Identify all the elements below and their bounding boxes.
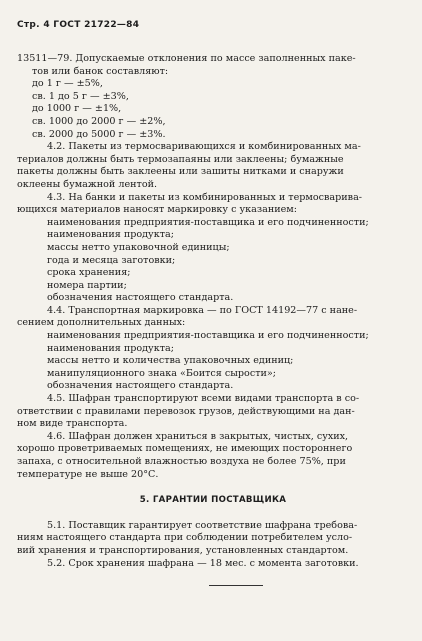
text-line: 5.2. Срок хранения шафрана — 18 мес. с момента заготовки. bbox=[47, 557, 359, 569]
text-line: ном виде транспорта. bbox=[17, 418, 128, 430]
text-line: сением дополнительных данных: bbox=[17, 317, 186, 329]
text-line: тов или банок составляют: bbox=[32, 65, 169, 77]
text-line: 4.5. Шафран транспортируют всеми видами транспорта в со- bbox=[47, 393, 360, 405]
page-body bbox=[17, 53, 409, 586]
text-line: наименования продукта; bbox=[47, 229, 174, 241]
text-line: до 1 г — ±5%, bbox=[32, 78, 103, 90]
page-header: Стр. 4 ГОСТ 21722—84 bbox=[17, 20, 140, 30]
text-line: обозначения настоящего стандарта. bbox=[47, 380, 234, 392]
text-line: пакеты должны быть заклеены или зашиты нитками и снаружи bbox=[17, 166, 344, 178]
text-line: ющихся материалов наносят маркировку с указанием: bbox=[17, 204, 297, 216]
text-line: св. 1000 до 2000 г — ±2%, bbox=[32, 115, 166, 127]
text-line: номера партии; bbox=[47, 279, 127, 291]
text-line: наименования предприятия-поставщика и его подчиненности; bbox=[47, 216, 369, 228]
end-rule bbox=[209, 585, 263, 586]
text-line: св. 2000 до 5000 г — ±3%. bbox=[32, 128, 166, 140]
text-line: оклеены бумажной лентой. bbox=[17, 178, 158, 190]
text-line: наименования предприятия-поставщика и его подчиненности; bbox=[47, 330, 369, 342]
text-line: 4.2. Пакеты из термосваривающихся и комбинированных ма- bbox=[47, 141, 361, 153]
text-line: обозначения настоящего стандарта. bbox=[47, 292, 234, 304]
text-line: хорошо проветриваемых помещениях, не имеющих постороннего bbox=[17, 443, 353, 455]
section-title: 5. ГАРАНТИИ ПОСТАВЩИКА bbox=[139, 495, 287, 506]
text-line: ответствии с правилами перевозок грузов, действующими на дан- bbox=[17, 405, 355, 417]
text-line: манипуляционного знака «Боится сырости»; bbox=[47, 367, 276, 379]
text-line: вий хранения и транспортирования, установленных стандартом. bbox=[17, 544, 349, 556]
text-line: срока хранения; bbox=[47, 267, 131, 279]
text-line: температуре не выше 20°С. bbox=[17, 468, 159, 480]
text-line: ниям настоящего стандарта при соблюдении потребителем усло- bbox=[17, 532, 353, 544]
text-line: запаха, с относительной влажностью воздуха не более 75%, при bbox=[17, 456, 346, 467]
text-line: 4.4. Транспортная маркировка — по ГОСТ 14192—77 с нане- bbox=[47, 304, 358, 316]
text-line: 13511—79. Допускаемые отклонения по массе заполненных паке- bbox=[17, 53, 356, 64]
text-line: 4.6. Шафран должен храниться в закрытых, чистых, сухих, bbox=[47, 430, 349, 442]
text-line: до 1000 г — ±1%, bbox=[32, 103, 122, 115]
text-line: 4.3. На банки и пакеты из комбинированных и термосварива- bbox=[47, 191, 363, 203]
text-line: наименования продукта; bbox=[47, 342, 174, 354]
text-line: массы нетто и количества упаковочных единиц; bbox=[47, 355, 294, 367]
text-line: териалов должны быть термозапаяны или заклеены; бумажные bbox=[17, 153, 344, 165]
text-line: года и месяца заготовки; bbox=[47, 254, 176, 266]
text-line: массы нетто упаковочной единицы; bbox=[47, 241, 230, 253]
text-line: св. 1 до 5 г — ±3%, bbox=[32, 90, 129, 102]
text-line: 5.1. Поставщик гарантирует соответствие шафрана требова- bbox=[47, 519, 358, 531]
